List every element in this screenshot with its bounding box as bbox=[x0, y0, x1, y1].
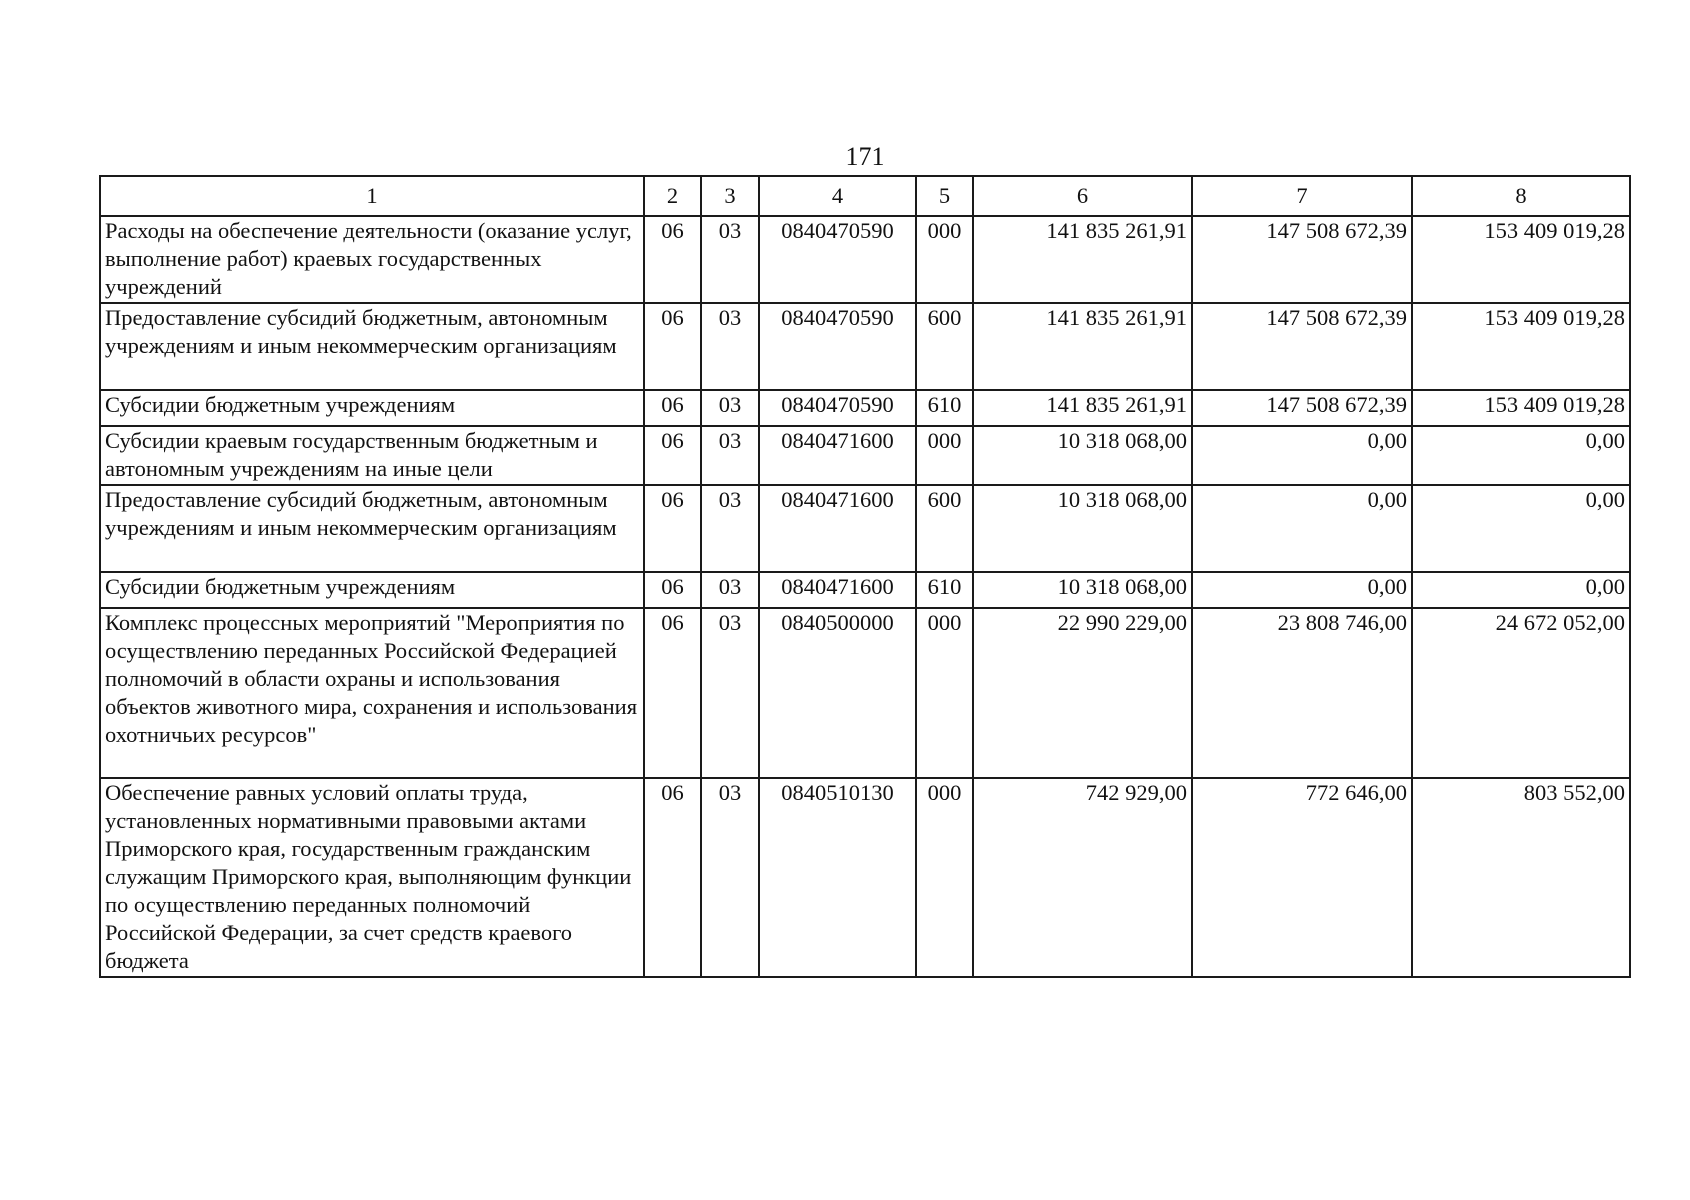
row-section: 06 bbox=[644, 485, 701, 572]
page-number: 171 bbox=[845, 142, 885, 171]
row-amount-7: 772 646,00 bbox=[1192, 778, 1412, 977]
row-section: 06 bbox=[644, 572, 701, 608]
row-amount-6: 10 318 068,00 bbox=[973, 572, 1192, 608]
header-row bbox=[100, 176, 1630, 216]
row-expense-type: 000 bbox=[916, 778, 973, 977]
row-amount-7: 0,00 bbox=[1192, 485, 1412, 572]
row-section: 06 bbox=[644, 426, 701, 485]
row-amount-6: 141 835 261,91 bbox=[973, 390, 1192, 426]
row-section: 06 bbox=[644, 216, 701, 303]
row-amount-6: 141 835 261,91 bbox=[973, 303, 1192, 390]
row-subsection: 03 bbox=[701, 426, 759, 485]
header-cell: 2 bbox=[644, 176, 701, 216]
row-name: Субсидии бюджетным учреждениям bbox=[100, 572, 644, 608]
row-amount-6: 22 990 229,00 bbox=[973, 608, 1192, 778]
row-subsection: 03 bbox=[701, 216, 759, 303]
row-amount-7: 23 808 746,00 bbox=[1192, 608, 1412, 778]
table-row bbox=[100, 608, 1630, 778]
row-name: Субсидии бюджетным учреждениям bbox=[100, 390, 644, 426]
table-row bbox=[100, 572, 1630, 608]
row-name: Субсидии краевым государственным бюджетным и автономным учреждениям на иные цели bbox=[100, 426, 644, 485]
table-row bbox=[100, 303, 1630, 390]
row-amount-8: 24 672 052,00 bbox=[1412, 608, 1630, 778]
row-expense-type: 610 bbox=[916, 390, 973, 426]
row-amount-8: 153 409 019,28 bbox=[1412, 216, 1630, 303]
row-expense-type: 600 bbox=[916, 485, 973, 572]
row-amount-8: 803 552,00 bbox=[1412, 778, 1630, 977]
header-cell: 7 bbox=[1192, 176, 1412, 216]
row-amount-7: 147 508 672,39 bbox=[1192, 390, 1412, 426]
table-row bbox=[100, 778, 1630, 977]
row-target-code: 0840471600 bbox=[759, 485, 916, 572]
row-target-code: 0840470590 bbox=[759, 216, 916, 303]
row-amount-8: 153 409 019,28 bbox=[1412, 303, 1630, 390]
row-expense-type: 600 bbox=[916, 303, 973, 390]
row-amount-6: 742 929,00 bbox=[973, 778, 1192, 977]
row-target-code: 0840471600 bbox=[759, 426, 916, 485]
row-amount-7: 147 508 672,39 bbox=[1192, 303, 1412, 390]
row-expense-type: 610 bbox=[916, 572, 973, 608]
header-cell: 5 bbox=[916, 176, 973, 216]
header-cell: 1 bbox=[100, 176, 644, 216]
row-section: 06 bbox=[644, 778, 701, 977]
row-target-code: 0840510130 bbox=[759, 778, 916, 977]
row-amount-8: 0,00 bbox=[1412, 485, 1630, 572]
row-amount-8: 153 409 019,28 bbox=[1412, 390, 1630, 426]
row-expense-type: 000 bbox=[916, 608, 973, 778]
row-name: Комплекс процессных мероприятий "Мероприятия по осуществлению переданных Российской Федерацией полномочий в области охраны и использования объектов животного мира, сохранения и использования охотничьих ресурсов" bbox=[100, 608, 644, 778]
row-amount-7: 0,00 bbox=[1192, 572, 1412, 608]
row-name: Расходы на обеспечение деятельности (оказание услуг, выполнение работ) краевых государственных учреждений bbox=[100, 216, 644, 303]
row-subsection: 03 bbox=[701, 572, 759, 608]
table-row bbox=[100, 216, 1630, 303]
header-cell: 3 bbox=[701, 176, 759, 216]
row-amount-6: 10 318 068,00 bbox=[973, 485, 1192, 572]
row-subsection: 03 bbox=[701, 608, 759, 778]
row-section: 06 bbox=[644, 390, 701, 426]
row-expense-type: 000 bbox=[916, 426, 973, 485]
row-amount-8: 0,00 bbox=[1412, 572, 1630, 608]
row-subsection: 03 bbox=[701, 390, 759, 426]
table-row bbox=[100, 485, 1630, 572]
row-name: Обеспечение равных условий оплаты труда, установленных нормативными правовыми актами Приморского края, государственным гражданским служащим Приморского края, выполняющим функции по осуществлению переданных полномочий Российской Федерации, за счет средств краевого бюджета bbox=[100, 778, 644, 977]
row-subsection: 03 bbox=[701, 485, 759, 572]
table-row bbox=[100, 426, 1630, 485]
row-name: Предоставление субсидий бюджетным, автономным учреждениям и иным некоммерческим организациям bbox=[100, 485, 644, 572]
header-cell: 4 bbox=[759, 176, 916, 216]
row-subsection: 03 bbox=[701, 778, 759, 977]
row-subsection: 03 bbox=[701, 303, 759, 390]
row-amount-8: 0,00 bbox=[1412, 426, 1630, 485]
row-name: Предоставление субсидий бюджетным, автономным учреждениям и иным некоммерческим организациям bbox=[100, 303, 644, 390]
row-section: 06 bbox=[644, 303, 701, 390]
row-target-code: 0840471600 bbox=[759, 572, 916, 608]
header-cell: 6 bbox=[973, 176, 1192, 216]
row-target-code: 0840470590 bbox=[759, 390, 916, 426]
row-target-code: 0840470590 bbox=[759, 303, 916, 390]
row-target-code: 0840500000 bbox=[759, 608, 916, 778]
row-amount-6: 10 318 068,00 bbox=[973, 426, 1192, 485]
row-amount-7: 0,00 bbox=[1192, 426, 1412, 485]
row-expense-type: 000 bbox=[916, 216, 973, 303]
budget-table bbox=[99, 175, 1631, 978]
row-section: 06 bbox=[644, 608, 701, 778]
row-amount-7: 147 508 672,39 bbox=[1192, 216, 1412, 303]
header-cell: 8 bbox=[1412, 176, 1630, 216]
table-row bbox=[100, 390, 1630, 426]
row-amount-6: 141 835 261,91 bbox=[973, 216, 1192, 303]
